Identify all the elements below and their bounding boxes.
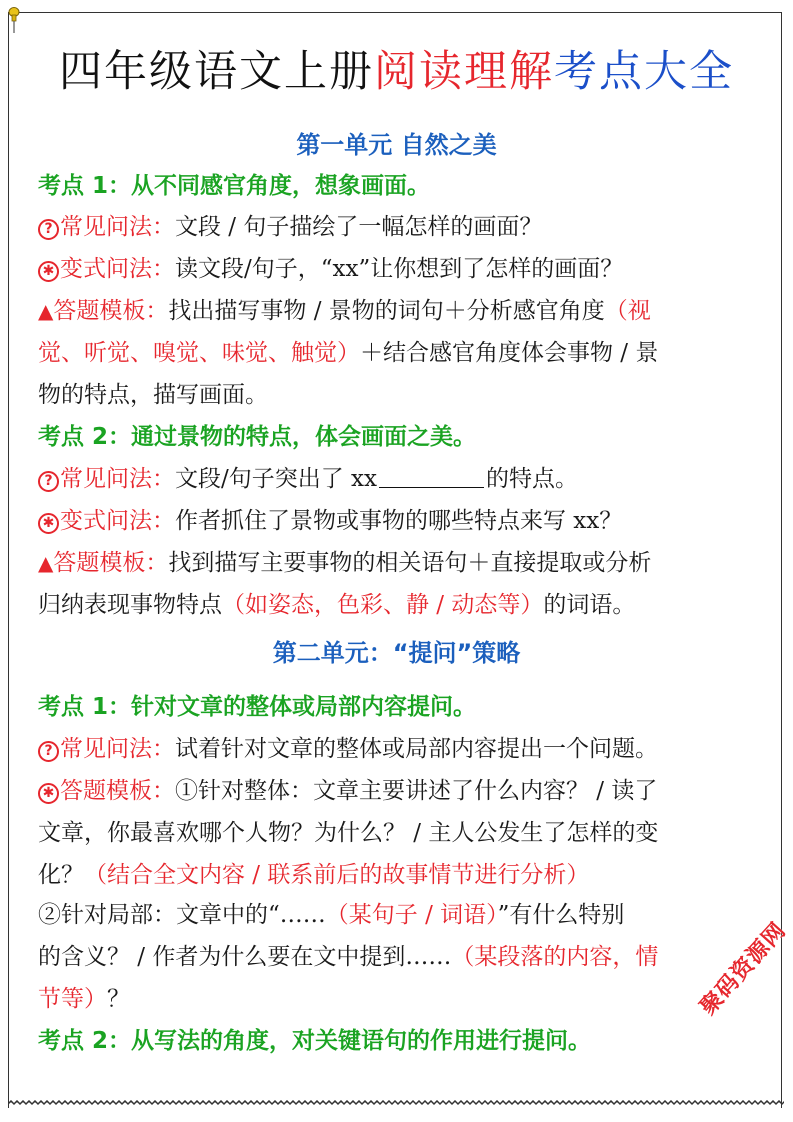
- page-title: [0, 42, 793, 102]
- u1-k1-v-text: 读文段/句子，“xx”让你想到了怎样的画面？: [175, 256, 624, 282]
- u2-k1-t-text-2: 文章，你最喜欢哪个人物？为什么？ / 主人公发生了怎样的变: [38, 820, 659, 846]
- u2-k1-t-text-6: ？: [107, 986, 130, 1012]
- question-circle-icon: ?: [38, 471, 59, 492]
- u1-k2-q-text-2: 的特点。: [486, 466, 579, 492]
- pushpin-icon: [6, 6, 22, 34]
- u1-k2-question: [38, 458, 763, 500]
- u1-k2-t-text-1: 找到描写主要事物的相关语句＋直接提取或分析: [168, 550, 652, 576]
- u1-k1-q-label: 常见问法：: [60, 214, 175, 240]
- u2-k1-q-label: 常见问法：: [60, 736, 175, 762]
- unit-2-heading: 第二单元：“提问”策略: [272, 639, 521, 667]
- u1-k2-q-text-1: 文段/句子突出了 xx: [175, 466, 378, 492]
- u1-k1-t-label: 答题模板：: [53, 298, 169, 324]
- u1-k2-v-label: 变式问法：: [60, 508, 175, 534]
- unit-1-heading: 第一单元 自然之美: [296, 131, 497, 159]
- u1-k1-template-line-1: [38, 290, 763, 332]
- u1-k2-variant: [38, 500, 763, 542]
- u1-k2-template-line-1: [38, 542, 763, 584]
- title-part-1: 四年级语文上册: [59, 47, 374, 97]
- u2-k1-title-text: 考点 1：针对文章的整体或局部内容提问。: [38, 694, 477, 720]
- u2-k2-title: [38, 1020, 763, 1062]
- u2-k1-t-red-3: （某段落的内容，情: [451, 944, 659, 970]
- u1-k1-question: [38, 206, 763, 248]
- u2-k1-template-line-2: [38, 812, 763, 854]
- u1-k1-title-text: 考点 1：从不同感官角度，想象画面。: [38, 173, 431, 199]
- u1-k1-q-text: 文段 / 句子描绘了一幅怎样的画面？: [175, 214, 543, 240]
- u1-k1-t-text-2: ＋结合感官角度体会事物 / 景: [360, 340, 659, 366]
- u2-k1-template-line-1: [38, 770, 763, 812]
- u1-k2-t-text-2: 归纳表现事物特点: [38, 592, 222, 618]
- u2-k1-template-line-3: [38, 854, 763, 896]
- u1-k2-v-text: 作者抓住了景物或事物的哪些特点来写 xx？: [175, 508, 623, 534]
- asterisk-circle-icon: ✱: [38, 261, 59, 282]
- u2-k1-t-red-1: （结合全文内容 / 联系前后的故事情节进行分析）: [84, 862, 590, 888]
- asterisk-circle-icon: ✱: [38, 513, 59, 534]
- u2-k1-t-text-4a: ②针对局部：文章中的“……: [38, 902, 326, 928]
- u1-k2-template-line-2: [38, 584, 763, 626]
- u1-k2-title: [38, 416, 763, 458]
- u2-k1-template-line-6: [38, 978, 763, 1020]
- u2-k1-question: [38, 728, 763, 770]
- u1-k2-t-text-3: 的词语。: [543, 592, 636, 618]
- u1-k1-title: [38, 165, 763, 207]
- fill-in-blank-line: [379, 465, 484, 488]
- u2-k1-t-text-5: 的含义？ / 作者为什么要在文中提到……: [38, 944, 452, 970]
- asterisk-circle-icon: ✱: [38, 783, 59, 804]
- u2-k1-template-line-4: [38, 894, 763, 936]
- u1-k1-t-text-1: 找出描写事物 / 景物的词句＋分析感官角度: [168, 298, 605, 324]
- title-part-3: 考点大全: [554, 47, 734, 97]
- u1-k1-t-red-1: （视: [604, 298, 651, 324]
- u2-k1-t-text-1: ①针对整体：文章主要讲述了什么内容？ / 读了: [175, 778, 658, 804]
- u2-k2-title-text: 考点 2：从写法的角度，对关键语句的作用进行提问。: [38, 1028, 592, 1054]
- question-circle-icon: ?: [38, 741, 59, 762]
- u1-k2-q-label: 常见问法：: [60, 466, 175, 492]
- watermark: 聚码资源网: [695, 917, 792, 1021]
- triangle-icon: ▲: [38, 299, 54, 323]
- u1-k2-t-red: （如姿态，色彩、静 / 动态等）: [222, 592, 544, 618]
- u1-k1-template-line-2: [38, 332, 763, 374]
- u1-k1-variant: [38, 248, 763, 290]
- u1-k2-t-label: 答题模板：: [53, 550, 169, 576]
- u2-k1-t-label: 答题模板：: [60, 778, 175, 804]
- title-part-2: 阅读理解: [374, 47, 554, 97]
- u2-k1-template-line-5: [38, 936, 763, 978]
- bottom-wave-border: [8, 1100, 784, 1114]
- u2-k1-t-text-4b: ”有什么特别: [497, 902, 625, 928]
- u2-k1-title: [38, 686, 763, 728]
- u2-k1-t-red-2: （某句子 / 词语）: [325, 902, 498, 928]
- u1-k1-v-label: 变式问法：: [60, 256, 175, 282]
- question-circle-icon: ?: [38, 219, 59, 240]
- u2-k1-t-text-3: 化？: [38, 862, 84, 888]
- u1-k2-title-text: 考点 2：通过景物的特点，体会画面之美。: [38, 424, 477, 450]
- u2-k1-t-red-4: 节等）: [38, 986, 107, 1012]
- u1-k1-t-text-3: 物的特点，描写画面。: [38, 382, 268, 408]
- u2-k1-q-text: 试着针对文章的整体或局部内容提出一个问题。: [175, 736, 658, 762]
- u1-k1-template-line-3: [38, 374, 763, 416]
- u1-k1-t-red-2: 觉、听觉、嗅觉、味觉、触觉）: [38, 340, 360, 366]
- triangle-icon: ▲: [38, 551, 54, 575]
